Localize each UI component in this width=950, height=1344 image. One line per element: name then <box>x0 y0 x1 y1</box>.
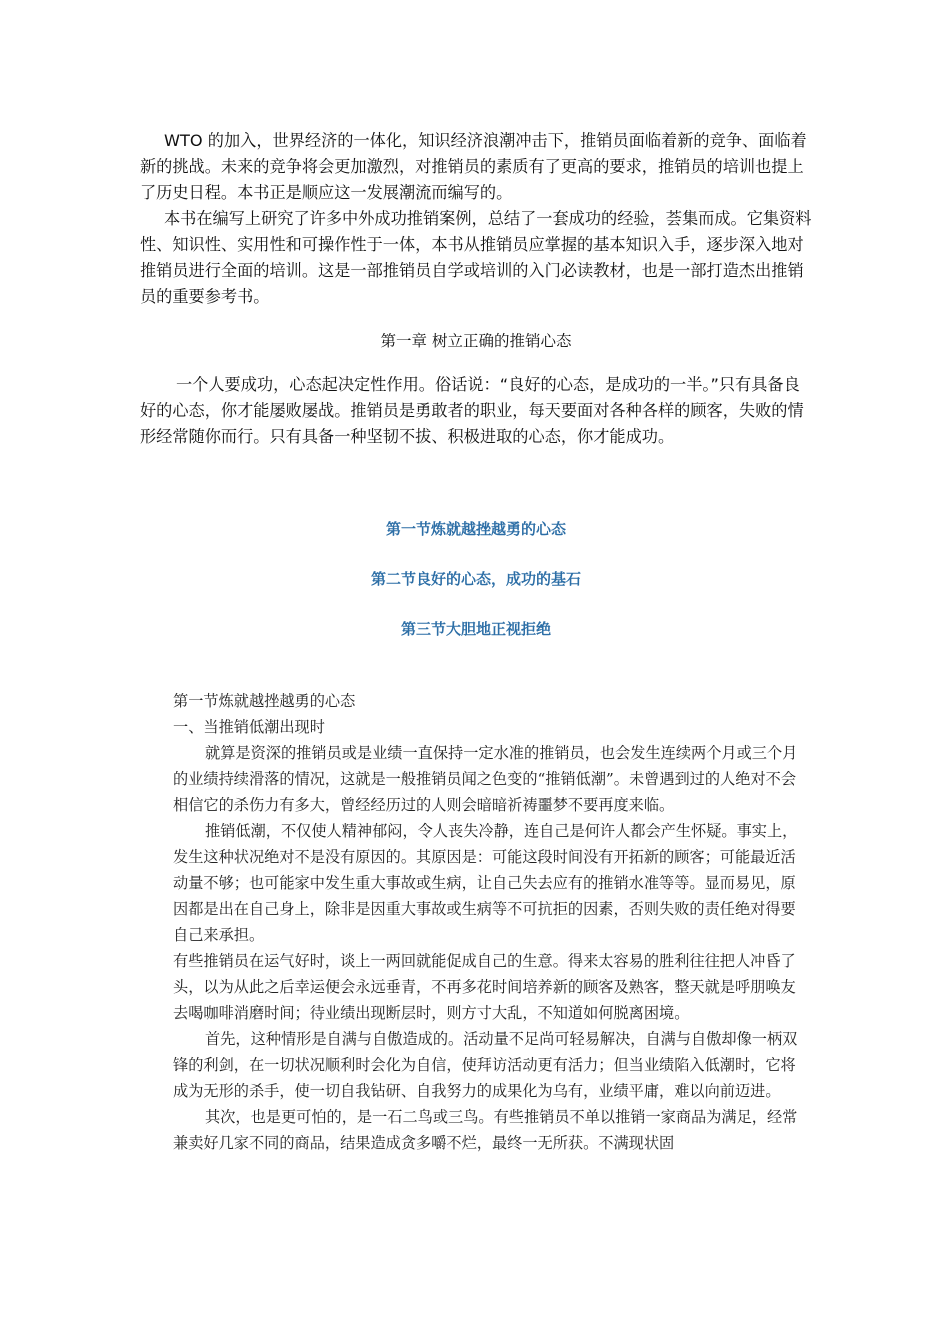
section-body <box>173 688 798 1156</box>
toc-link-section-1[interactable]: 第一节炼就越挫越勇的心态 <box>385 520 566 538</box>
chapter-title: 第一章 树立正确的推销心态 <box>380 332 572 350</box>
body-paragraph: 就算是资深的推销员或是业绩一直保持一定水准的推销员，也会发生连续两个月或三个月的业绩持续滑落的情况，这就是一般推销员闻之色变的“推销低潮”。未曾遇到过的人绝对不会相信它的杀伤力有多大，曾经经历过的人则会暗暗祈祷噩梦不要再度来临。 <box>173 744 798 814</box>
section-title: 第一节炼就越挫越勇的心态 <box>173 692 356 710</box>
table-of-contents <box>140 516 812 666</box>
chapter-intro <box>140 372 812 450</box>
preface-paragraph: WTO 的加入，世界经济的一体化，知识经济浪潮冲击下，推销员面临着新的竞争、面临着新的挑战。未来的竞争将会更加激烈，对推销员的素质有了更高的要求，推销员的培训也提上了历史日程。本书正是顺应这一发展潮流而编写的。 <box>140 131 807 202</box>
chapter-intro-paragraph: 一个人要成功，心态起决定性作用。俗话说：“良好的心态，是成功的一半。”只有具备良好的心态，你才能屡败屡战。推销员是勇敢者的职业，每天要面对各种各样的顾客，失败的情形经常随你而行。只有具备一种坚韧不拔、积极进取的心态，你才能成功。 <box>140 375 804 446</box>
preface <box>140 128 812 310</box>
body-paragraph: 推销低潮，不仅使人精神郁闷，令人丧失冷静，连自己是何许人都会产生怀疑。事实上，发生这种状况绝对不是没有原因的。其原因是：可能这段时间没有开拓新的顾客；可能最近活动量不够；也可能家中发生重大事故或生病，让自己失去应有的推销水准等等。显而易见，原因都是出在自己身上，除非是因重大事故或生病等不可抗拒的因素，否则失败的责任绝对得要自己来承担。 <box>173 822 798 944</box>
subheading: 一、当推销低潮出现时 <box>173 718 325 736</box>
preface-paragraph: 本书在编写上研究了许多中外成功推销案例，总结了一套成功的经验，荟集而成。它集资料性、知识性、实用性和可操作性于一体，本书从推销员应掌握的基本知识入手，逐步深入地对推销员进行全面的培训。这是一部推销员自学或培训的入门必读教材，也是一部打造杰出推销员的重要参考书。 <box>140 209 812 306</box>
body-paragraph: 其次，也是更可怕的，是一石二鸟或三鸟。有些推销员不单以推销一家商品为满足，经常兼卖好几家不同的商品，结果造成贪多嚼不烂，最终一无所获。不满现状固 <box>173 1108 798 1152</box>
toc-link-section-2[interactable]: 第二节良好的心态，成功的基石 <box>370 570 581 588</box>
toc-link-section-3[interactable]: 第三节大胆地正视拒绝 <box>400 620 551 638</box>
body-paragraph: 有些推销员在运气好时，谈上一两回就能促成自己的生意。得来太容易的胜利往往把人冲昏了头，以为从此之后幸运便会永远垂青，不再多花时间培养新的顾客及熟客，整天就是呼朋唤友去喝咖啡消磨时间；待业绩出现断层时，则方寸大乱，不知道如何脱离困境。 <box>173 952 796 1022</box>
body-paragraph: 首先，这种情形是自满与自傲造成的。活动量不足尚可轻易解决，自满与自傲却像一柄双锋的利剑，在一切状况顺利时会化为自信，使拜访活动更有活力；但当业绩陷入低潮时，它将成为无形的杀手，使一切自我钻研、自我努力的成果化为乌有，业绩平庸，难以向前迈进。 <box>173 1030 798 1100</box>
